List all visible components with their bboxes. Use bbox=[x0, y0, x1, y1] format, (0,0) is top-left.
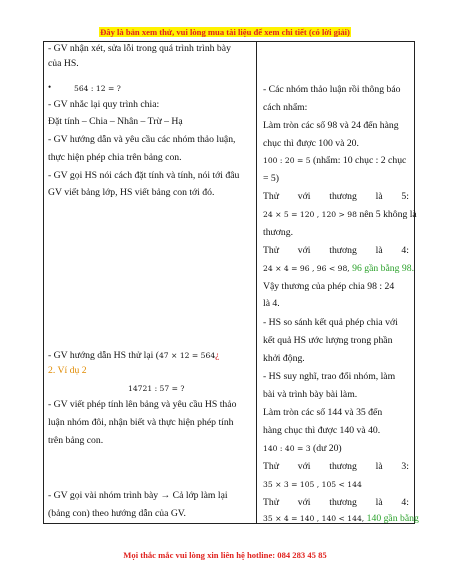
left-line-2: của HS. bbox=[48, 58, 79, 69]
left-line-9: - GV hướng dẫn HS thử lại (47 × 12 = 564¿ bbox=[48, 350, 220, 361]
right-line-17: - HS suy nghĩ, trao đổi nhóm, làm bbox=[263, 371, 396, 382]
left-line-12: trên bảng con. bbox=[48, 435, 104, 446]
left-line-10: - GV viết phép tính lên bảng và yêu cầu HS thảo bbox=[48, 399, 237, 410]
right-line-3: Làm tròn các số 98 và 24 đến hàng bbox=[263, 120, 399, 131]
right-line-7: Thử với thương là 5: bbox=[263, 191, 409, 202]
left-line-14: (bảng con) theo hướng dẫn của GV. bbox=[48, 508, 186, 519]
right-line-22: Thử với thương là 3: bbox=[263, 461, 409, 472]
right-line-21: 140 : 40 = 3 (dư 20) bbox=[263, 443, 342, 454]
hotline-banner: Mọi thắc mắc vui lòng xin liên hệ hotline: 084 283 45 85 bbox=[123, 550, 327, 560]
right-line-9: thương. bbox=[263, 227, 294, 238]
left-math-1: 564 : 12 = ? bbox=[74, 84, 121, 93]
right-line-11: 24 × 4 = 96 , 96 < 98, 96 gần bằng 98. bbox=[263, 263, 415, 274]
right-line-12: Vậy thương của phép chia 98 : 24 bbox=[263, 281, 395, 292]
right-line-23: 35 × 3 = 105 , 105 < 144 bbox=[263, 480, 362, 489]
left-line-7: - GV gọi HS nói cách đặt tính và tính, nói tới đâu bbox=[48, 170, 240, 181]
left-line-5: - GV hướng dẫn và yêu cầu các nhóm thảo luận, bbox=[48, 134, 236, 145]
left-line-8: GV viết bảng lớp, HS viết bảng con tới đó. bbox=[48, 187, 215, 198]
right-line-15: kết quả HS ước lượng trong phần bbox=[263, 335, 393, 346]
right-line-24: Thử với thương là 4: bbox=[263, 497, 409, 508]
lesson-table bbox=[43, 41, 419, 524]
right-line-8: 24 × 5 = 120 , 120 > 98 nên 5 không là bbox=[263, 209, 417, 220]
left-line-11: luận nhóm đôi, nhận biết và thực hiện phép tính bbox=[48, 417, 234, 428]
right-line-18: bài và trình bày bài làm. bbox=[263, 389, 358, 400]
left-line-6: thực hiện phép chia trên bảng con. bbox=[48, 152, 182, 163]
right-line-2: cách nhẩm: bbox=[263, 102, 308, 113]
bullet-icon: • bbox=[48, 82, 52, 92]
right-line-4: chục thì được 100 và 20. bbox=[263, 138, 359, 149]
right-line-13: là 4. bbox=[263, 298, 280, 309]
example-2-heading: 2. Ví dụ 2 bbox=[48, 365, 87, 376]
right-line-1: - Các nhóm thảo luận rồi thông báo bbox=[263, 84, 401, 95]
right-line-20: hàng chục thì được 140 và 40. bbox=[263, 425, 381, 436]
right-line-10: Thử với thương là 4: bbox=[263, 245, 409, 256]
right-line-14: - HS so sánh kết quả phép chia với bbox=[263, 317, 398, 328]
left-line-4: Đặt tính – Chia – Nhân – Trừ – Hạ bbox=[48, 116, 183, 127]
left-line-1: - GV nhận xét, sửa lỗi trong quá trình trình bày bbox=[48, 43, 231, 54]
column-divider bbox=[256, 42, 257, 523]
right-line-19: Làm tròn các số 144 và 35 đến bbox=[263, 407, 383, 418]
preview-banner: Đây là bản xem thử, vui lòng mua tài liệu để xem chi tiết (có lời giải) bbox=[100, 27, 350, 37]
left-line-3: - GV nhắc lại quy trình chia: bbox=[48, 99, 160, 110]
right-line-25: 35 × 4 = 140 , 140 < 144, 140 gần bằng bbox=[263, 513, 419, 524]
left-math-2: 14721 : 57 = ? bbox=[128, 384, 185, 393]
left-line-13: - GV gọi vài nhóm trình bày → Cả lớp làm lại bbox=[48, 490, 228, 501]
right-line-6: = 5) bbox=[263, 173, 279, 184]
right-line-16: khởi động. bbox=[263, 353, 305, 364]
right-line-5: 100 : 20 = 5 (nhẩm: 10 chục : 2 chục bbox=[263, 155, 407, 166]
